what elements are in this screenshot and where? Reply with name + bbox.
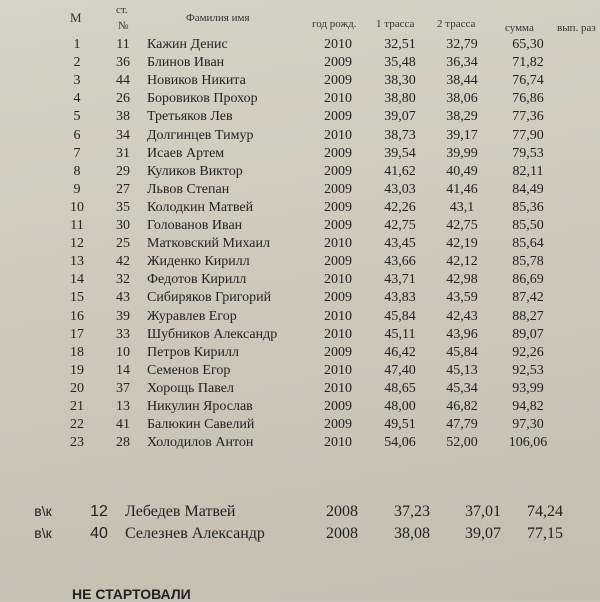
cell-r1: 45,11 bbox=[384, 326, 416, 342]
cell-r2: 42,98 bbox=[446, 272, 478, 288]
cell-name: Новиков Никита bbox=[147, 73, 246, 89]
cell-r2: 43,59 bbox=[446, 290, 478, 306]
table-row bbox=[0, 73, 600, 93]
cell-year: 2010 bbox=[324, 326, 352, 342]
cell-num: 40 bbox=[90, 525, 108, 542]
cell-year: 2009 bbox=[324, 163, 352, 179]
cell-num: 32 bbox=[116, 272, 130, 288]
cell-year: 2009 bbox=[324, 73, 352, 89]
cell-year: 2009 bbox=[324, 399, 352, 414]
cell-r1: 35,48 bbox=[384, 55, 416, 71]
cell-sum: 85,36 bbox=[512, 199, 544, 215]
cell-r2: 42,19 bbox=[446, 236, 478, 252]
table-row bbox=[0, 399, 600, 419]
offclass-row bbox=[0, 525, 600, 545]
cell-place: 23 bbox=[70, 435, 84, 451]
cell-r2: 42,43 bbox=[446, 308, 478, 324]
cell-num: 25 bbox=[116, 236, 130, 252]
cell-sum: 93,99 bbox=[512, 380, 544, 396]
cell-r2: 39,17 bbox=[446, 127, 478, 143]
cell-num: 31 bbox=[116, 145, 130, 161]
cell-sum: 65,30 bbox=[512, 37, 544, 52]
cell-year: 2009 bbox=[324, 290, 352, 306]
table-row bbox=[0, 290, 600, 310]
cell-place: в\к bbox=[34, 525, 52, 541]
cell-name: Жиденко Кирилл bbox=[147, 254, 250, 270]
cell-r1: 38,73 bbox=[384, 127, 416, 143]
cell-r2: 46,82 bbox=[446, 399, 478, 414]
cell-r1: 45,84 bbox=[384, 308, 416, 324]
cell-num: 13 bbox=[116, 399, 130, 414]
table-row bbox=[0, 417, 600, 437]
cell-sum: 85,78 bbox=[512, 254, 544, 270]
cell-year: 2009 bbox=[324, 145, 352, 161]
cell-year: 2009 bbox=[324, 344, 352, 360]
cell-name: Колодкин Матвей bbox=[147, 199, 254, 215]
cell-sum: 76,74 bbox=[512, 73, 544, 89]
cell-place: 3 bbox=[73, 73, 81, 89]
cell-sum: 89,07 bbox=[512, 326, 544, 342]
cell-sum: 82,11 bbox=[512, 163, 544, 179]
cell-r2: 39,99 bbox=[446, 145, 478, 161]
cell-name: Долгинцев Тимур bbox=[147, 127, 254, 143]
cell-place: 22 bbox=[70, 417, 84, 433]
cell-r2: 52,00 bbox=[446, 435, 478, 451]
cell-r1: 42,26 bbox=[384, 199, 416, 215]
cell-sum: 88,27 bbox=[512, 308, 544, 324]
cell-r2: 37,01 bbox=[465, 503, 501, 520]
cell-name: Балюкин Савелий bbox=[147, 417, 255, 433]
cell-r2: 42,75 bbox=[446, 218, 478, 233]
cell-r2: 39,07 bbox=[465, 525, 501, 542]
cell-r1: 43,45 bbox=[384, 236, 416, 252]
table-row bbox=[0, 146, 600, 166]
cell-place: 6 bbox=[73, 127, 81, 143]
header-place: М bbox=[70, 10, 82, 25]
cell-r1: 49,51 bbox=[384, 417, 416, 433]
cell-num: 11 bbox=[116, 37, 130, 52]
cell-sum: 77,15 bbox=[527, 525, 563, 542]
cell-name: Шубников Александр bbox=[147, 326, 278, 342]
cell-num: 33 bbox=[116, 326, 130, 342]
cell-sum: 86,69 bbox=[512, 272, 544, 288]
cell-name: Блинов Иван bbox=[147, 55, 225, 71]
cell-year: 2010 bbox=[324, 127, 352, 143]
cell-place: 2 bbox=[73, 55, 81, 71]
cell-num: 12 bbox=[90, 503, 108, 520]
cell-sum: 71,82 bbox=[512, 55, 544, 71]
cell-sum: 79,53 bbox=[512, 145, 544, 161]
cell-r2: 36,34 bbox=[446, 55, 478, 71]
cell-name: Петров Кирилл bbox=[147, 344, 240, 360]
cell-year: 2010 bbox=[324, 380, 352, 396]
cell-year: 2010 bbox=[324, 435, 352, 451]
cell-place: 16 bbox=[70, 308, 84, 324]
table-row bbox=[0, 327, 600, 347]
cell-place: 5 bbox=[73, 109, 81, 125]
cell-place: 10 bbox=[70, 199, 84, 215]
cell-r1: 38,08 bbox=[394, 525, 430, 542]
cell-year: 2010 bbox=[324, 272, 352, 288]
cell-r1: 37,23 bbox=[394, 503, 430, 520]
cell-year: 2010 bbox=[324, 236, 352, 252]
cell-r1: 54,06 bbox=[384, 435, 416, 451]
cell-sum: 92,53 bbox=[512, 362, 544, 378]
cell-num: 37 bbox=[116, 380, 130, 396]
cell-name: Хорощь Павел bbox=[147, 380, 234, 396]
cell-r1: 42,75 bbox=[384, 218, 416, 233]
cell-sum: 92,26 bbox=[512, 344, 544, 360]
cell-year: 2009 bbox=[324, 417, 352, 433]
cell-r1: 38,30 bbox=[384, 73, 416, 89]
cell-r2: 43,96 bbox=[446, 326, 478, 342]
cell-r1: 32,51 bbox=[384, 37, 416, 52]
offclass-row bbox=[0, 503, 600, 523]
cell-r2: 32,79 bbox=[446, 37, 478, 52]
cell-year: 2009 bbox=[324, 109, 352, 125]
header-extra: вып. раз bbox=[557, 22, 596, 34]
cell-year: 2008 bbox=[326, 503, 358, 520]
header-num-line2: № bbox=[118, 20, 129, 32]
cell-name: Сибиряков Григорий bbox=[147, 290, 272, 306]
cell-sum: 106,06 bbox=[508, 435, 548, 451]
cell-place: 20 bbox=[70, 380, 84, 396]
cell-num: 28 bbox=[116, 435, 130, 451]
cell-sum: 85,64 bbox=[512, 236, 544, 252]
cell-year: 2010 bbox=[324, 362, 352, 378]
cell-num: 29 bbox=[116, 163, 130, 179]
table-row bbox=[0, 128, 600, 148]
cell-name: Селезнев Александр bbox=[125, 525, 265, 542]
cell-r1: 43,66 bbox=[384, 254, 416, 270]
cell-r2: 40,49 bbox=[446, 163, 478, 179]
cell-num: 43 bbox=[116, 290, 130, 306]
cell-place: 1 bbox=[73, 37, 81, 52]
cell-num: 30 bbox=[116, 218, 130, 233]
table-row bbox=[0, 109, 600, 129]
cell-place: 9 bbox=[73, 181, 81, 197]
cell-sum: 97,30 bbox=[512, 417, 544, 433]
cell-num: 39 bbox=[116, 308, 130, 324]
cell-place: 21 bbox=[70, 399, 84, 414]
table-row bbox=[0, 309, 600, 329]
cell-place: 11 bbox=[70, 218, 84, 233]
table-row bbox=[0, 37, 600, 57]
cell-name: Холодилов Антон bbox=[147, 435, 254, 451]
cell-year: 2010 bbox=[324, 91, 352, 107]
table-row bbox=[0, 218, 600, 238]
cell-name: Лебедев Матвей bbox=[125, 503, 236, 520]
cell-num: 26 bbox=[116, 91, 130, 107]
table-row bbox=[0, 345, 600, 365]
cell-num: 41 bbox=[116, 417, 130, 433]
cell-name: Исаев Артем bbox=[147, 145, 225, 161]
cell-name: Кажин Денис bbox=[147, 37, 228, 52]
cell-r2: 41,46 bbox=[446, 181, 478, 197]
cell-r2: 42,12 bbox=[446, 254, 478, 270]
cell-r1: 38,80 bbox=[384, 91, 416, 107]
cell-num: 36 bbox=[116, 55, 130, 71]
cell-num: 34 bbox=[116, 127, 130, 143]
table-row bbox=[0, 272, 600, 292]
header-name: Фамилия имя bbox=[186, 12, 250, 24]
cell-r2: 45,13 bbox=[446, 362, 478, 378]
cell-num: 44 bbox=[116, 73, 130, 89]
cell-year: 2010 bbox=[324, 308, 352, 324]
cell-sum: 74,24 bbox=[527, 503, 563, 520]
cell-place: 8 bbox=[73, 163, 81, 179]
cell-year: 2009 bbox=[324, 218, 352, 233]
cell-r1: 39,54 bbox=[384, 145, 416, 161]
cell-name: Голованов Иван bbox=[147, 218, 243, 233]
cell-num: 42 bbox=[116, 254, 130, 270]
cell-name: Матковский Михаил bbox=[147, 236, 270, 252]
cell-year: 2010 bbox=[324, 37, 352, 52]
cell-r2: 38,44 bbox=[446, 73, 478, 89]
cell-num: 27 bbox=[116, 181, 130, 197]
cell-place: 4 bbox=[73, 91, 81, 107]
header-run1: 1 трасса bbox=[376, 18, 415, 30]
cell-year: 2009 bbox=[324, 181, 352, 197]
cell-year: 2009 bbox=[324, 199, 352, 215]
table-row bbox=[0, 363, 600, 383]
table-row bbox=[0, 164, 600, 184]
cell-sum: 77,36 bbox=[512, 109, 544, 125]
cell-name: Журавлев Егор bbox=[147, 308, 237, 324]
table-row bbox=[0, 435, 600, 455]
table-row bbox=[0, 236, 600, 256]
cell-num: 38 bbox=[116, 109, 130, 125]
cell-place: 7 bbox=[73, 145, 81, 161]
cell-place: 18 bbox=[70, 344, 84, 360]
cell-r2: 45,84 bbox=[446, 344, 478, 360]
cell-place: 17 bbox=[70, 326, 84, 342]
cell-r1: 39,07 bbox=[384, 109, 416, 125]
cell-r1: 43,03 bbox=[384, 181, 416, 197]
header-sum: сумма bbox=[505, 22, 534, 34]
cell-r1: 47,40 bbox=[384, 362, 416, 378]
cell-r2: 38,06 bbox=[446, 91, 478, 107]
cell-sum: 84,49 bbox=[512, 181, 544, 197]
cell-r2: 43,1 bbox=[449, 199, 475, 215]
table-row bbox=[0, 200, 600, 220]
cell-name: Федотов Кирилл bbox=[147, 272, 247, 288]
cell-name: Семенов Егор bbox=[147, 362, 231, 378]
table-row bbox=[0, 381, 600, 401]
not-started-heading: НЕ СТАРТОВАЛИ bbox=[72, 586, 191, 602]
cell-place: 14 bbox=[70, 272, 84, 288]
header-run2: 2 трасса bbox=[437, 18, 476, 30]
cell-sum: 76,86 bbox=[512, 91, 544, 107]
cell-num: 14 bbox=[116, 362, 130, 378]
table-row bbox=[0, 91, 600, 111]
cell-r2: 38,29 bbox=[446, 109, 478, 125]
table-row bbox=[0, 55, 600, 75]
table-row bbox=[0, 182, 600, 202]
cell-name: Боровиков Прохор bbox=[147, 91, 258, 107]
cell-r1: 41,62 bbox=[384, 163, 416, 179]
cell-sum: 77,90 bbox=[512, 127, 544, 143]
cell-sum: 85,50 bbox=[512, 218, 544, 233]
cell-year: 2009 bbox=[324, 55, 352, 71]
cell-name: Куликов Виктор bbox=[147, 163, 243, 179]
cell-r1: 48,00 bbox=[384, 399, 416, 414]
cell-name: Третьяков Лев bbox=[147, 109, 233, 125]
cell-sum: 94,82 bbox=[512, 399, 544, 414]
cell-place: 12 bbox=[70, 236, 84, 252]
cell-name: Никулин Ярослав bbox=[147, 399, 253, 414]
header-year: год рожд. bbox=[312, 18, 357, 30]
cell-place: в\к bbox=[34, 503, 52, 519]
cell-place: 13 bbox=[70, 254, 84, 270]
header-num-line1: ст. bbox=[116, 4, 128, 16]
cell-sum: 87,42 bbox=[512, 290, 544, 306]
cell-place: 15 bbox=[70, 290, 84, 306]
cell-r1: 43,71 bbox=[384, 272, 416, 288]
cell-year: 2009 bbox=[324, 254, 352, 270]
cell-name: Львов Степан bbox=[147, 181, 230, 197]
cell-num: 35 bbox=[116, 199, 130, 215]
cell-place: 19 bbox=[70, 362, 84, 378]
cell-year: 2008 bbox=[326, 525, 358, 542]
cell-r1: 48,65 bbox=[384, 380, 416, 396]
cell-r1: 46,42 bbox=[384, 344, 416, 360]
table-row bbox=[0, 254, 600, 274]
cell-r2: 45,34 bbox=[446, 380, 478, 396]
cell-r1: 43,83 bbox=[384, 290, 416, 306]
cell-num: 10 bbox=[116, 344, 130, 360]
cell-r2: 47,79 bbox=[446, 417, 478, 433]
